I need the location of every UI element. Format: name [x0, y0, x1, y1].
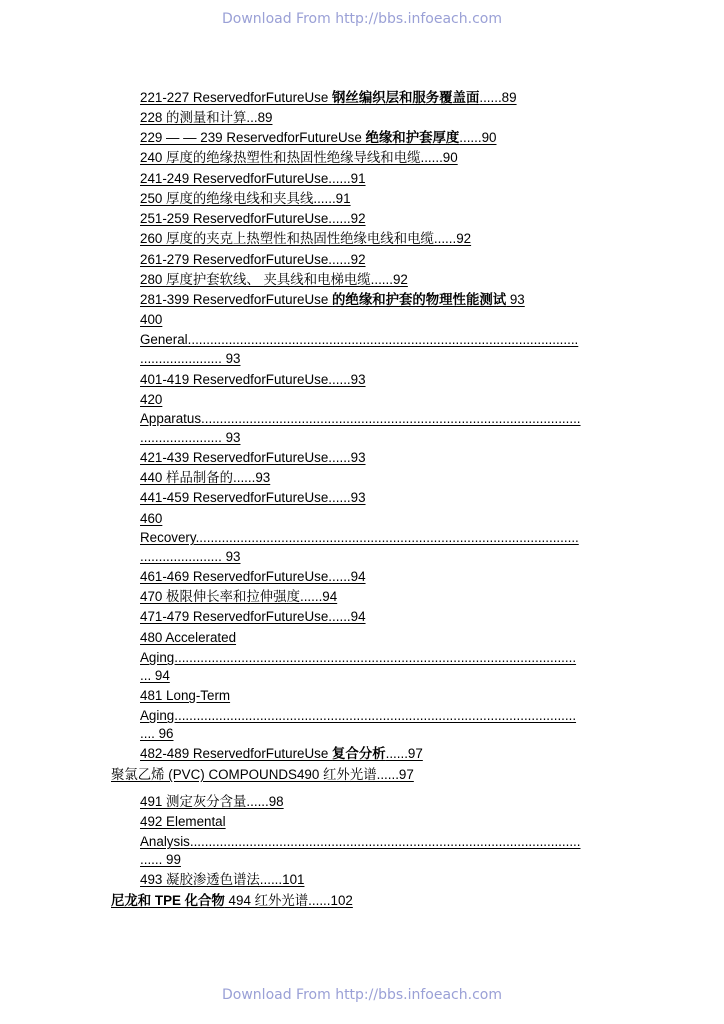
toc-entry[interactable] — [140, 630, 236, 646]
toc-entry[interactable] — [140, 130, 496, 146]
toc-entry[interactable] — [140, 814, 226, 830]
toc-entry[interactable] — [140, 708, 576, 724]
toc-entry[interactable] — [140, 211, 366, 227]
toc-entry[interactable] — [140, 872, 304, 888]
toc-entry-text: 420 — [140, 392, 163, 407]
toc-entry-page: ...................... 93 — [140, 430, 241, 445]
toc-entry[interactable] — [140, 746, 423, 762]
toc-entry-page: ... 94 — [140, 668, 170, 683]
toc-entry[interactable] — [140, 272, 408, 288]
toc-entry[interactable] — [140, 252, 366, 268]
toc-entry-page: ...... 99 — [140, 852, 181, 867]
toc-entry[interactable] — [140, 569, 366, 585]
toc-entry[interactable] — [140, 231, 471, 247]
toc-entry[interactable] — [140, 511, 162, 527]
toc-entry[interactable] — [140, 549, 240, 565]
toc-entry-text: 493 凝胶渗透色谱法......101 — [140, 872, 305, 887]
toc-entry[interactable] — [111, 893, 353, 909]
toc-entry-bold: 绝缘和护套厚度 — [365, 130, 460, 145]
toc-entry-text: Recovery....................................................................................................... — [140, 530, 579, 545]
toc-entry[interactable] — [140, 794, 284, 810]
toc-entry-text: 241-249 ReservedforFutureUse......91 — [140, 171, 366, 186]
toc-entry-text: 聚氯乙烯 (PVC) COMPOUNDS490 红外光谱......97 — [111, 767, 414, 782]
toc-entry-text: 471-479 ReservedforFutureUse......94 — [140, 609, 366, 624]
toc-entry-page: ......97 — [385, 746, 423, 761]
toc-entry[interactable] — [140, 650, 576, 666]
toc-entry-text: 400 — [140, 312, 163, 327]
toc-entry[interactable] — [140, 470, 270, 486]
toc-entry-text: General......................................................................................................... — [140, 332, 579, 347]
toc-entry-page: ......89 — [479, 90, 517, 105]
toc-entry-text: 261-279 ReservedforFutureUse......92 — [140, 252, 366, 267]
toc-entry-text: 491 测定灰分含量......98 — [140, 794, 284, 809]
toc-entry[interactable] — [140, 411, 581, 427]
watermark-top: Download From http://bbs.infoeach.com — [222, 11, 502, 27]
toc-entry-text: 221-227 ReservedforFutureUse — [140, 90, 333, 105]
toc-entry-text: 260 厚度的夹克上热塑性和热固性绝缘电线和电缆......92 — [140, 231, 472, 246]
toc-entry-text: 251-259 ReservedforFutureUse......92 — [140, 211, 366, 226]
toc-entry-text: 229 — — 239 ReservedforFutureUse — [140, 130, 366, 145]
toc-entry-text: 440 样品制备的......93 — [140, 470, 271, 485]
toc-entry-text: 281-399 ReservedforFutureUse — [140, 292, 333, 307]
toc-entry[interactable] — [140, 852, 181, 868]
toc-entry-bold: 复合分析 — [332, 746, 386, 761]
toc-entry[interactable] — [140, 372, 366, 388]
toc-entry-bold: 钢丝编织层和服务覆盖面 — [332, 90, 480, 105]
toc-entry-text: 401-419 ReservedforFutureUse......93 — [140, 372, 366, 387]
toc-entry-text: 250 厚度的绝缘电线和夹具线......91 — [140, 191, 351, 206]
toc-entry[interactable] — [111, 767, 414, 783]
toc-entry-text: 470 极限伸长率和拉伸强度......94 — [140, 589, 338, 604]
toc-entry-bold: 尼龙和 TPE 化合物 — [111, 893, 225, 908]
toc-entry[interactable] — [140, 726, 174, 742]
toc-entry[interactable] — [140, 171, 366, 187]
toc-entry-text: 480 Accelerated — [140, 630, 237, 645]
toc-entry-page: 494 红外光谱......102 — [224, 893, 353, 908]
toc-entry[interactable] — [140, 292, 525, 308]
toc-entry-text: 461-469 ReservedforFutureUse......94 — [140, 569, 366, 584]
toc-entry[interactable] — [140, 688, 230, 704]
toc-entry-page: ......90 — [459, 130, 497, 145]
toc-entry-text: 280 厚度护套软线、 夹具线和电梯电缆......92 — [140, 272, 408, 287]
toc-entry[interactable] — [140, 490, 366, 506]
toc-entry-bold: 的绝缘和护套的物理性能测试 — [332, 292, 507, 307]
toc-entry[interactable] — [140, 332, 578, 348]
toc-entry-text: Aging............................................................................................................ — [140, 708, 577, 723]
toc-entry[interactable] — [140, 351, 240, 367]
toc-entry[interactable] — [140, 589, 337, 605]
toc-entry[interactable] — [140, 110, 272, 126]
toc-entry[interactable] — [140, 392, 162, 408]
toc-entry-text: 228 的测量和计算...89 — [140, 110, 273, 125]
toc-entry[interactable] — [140, 150, 458, 166]
toc-entry[interactable] — [140, 312, 162, 328]
toc-entry-text: 481 Long-Term — [140, 688, 231, 703]
toc-entry-text: 421-439 ReservedforFutureUse......93 — [140, 450, 366, 465]
toc-entry[interactable] — [140, 834, 581, 850]
toc-entry[interactable] — [140, 191, 351, 207]
toc-entry-page: ...................... 93 — [140, 351, 241, 366]
toc-entry-text: Aging............................................................................................................ — [140, 650, 577, 665]
toc-entry-text: 482-489 ReservedforFutureUse — [140, 746, 333, 761]
toc-entry[interactable] — [140, 450, 366, 466]
toc-entry[interactable] — [140, 609, 366, 625]
toc-entry-page: .... 96 — [140, 726, 174, 741]
toc-entry-page: ...................... 93 — [140, 549, 241, 564]
watermark-bottom: Download From http://bbs.infoeach.com — [222, 987, 502, 1003]
toc-entry[interactable] — [140, 90, 517, 106]
toc-entry-text: 441-459 ReservedforFutureUse......93 — [140, 490, 366, 505]
toc-entry-text: 460 — [140, 511, 163, 526]
toc-entry-page: 93 — [506, 292, 525, 307]
toc-entry-text: Apparatus...................................................................................................... — [140, 411, 581, 426]
toc-entry[interactable] — [140, 430, 240, 446]
toc-entry-text: Analysis......................................................................................................... — [140, 834, 581, 849]
toc-entry-text: 240 厚度的绝缘热塑性和热固性绝缘导线和电缆......90 — [140, 150, 458, 165]
toc-entry[interactable] — [140, 530, 579, 546]
toc-entry-text: 492 Elemental — [140, 814, 226, 829]
toc-entry[interactable] — [140, 668, 170, 684]
